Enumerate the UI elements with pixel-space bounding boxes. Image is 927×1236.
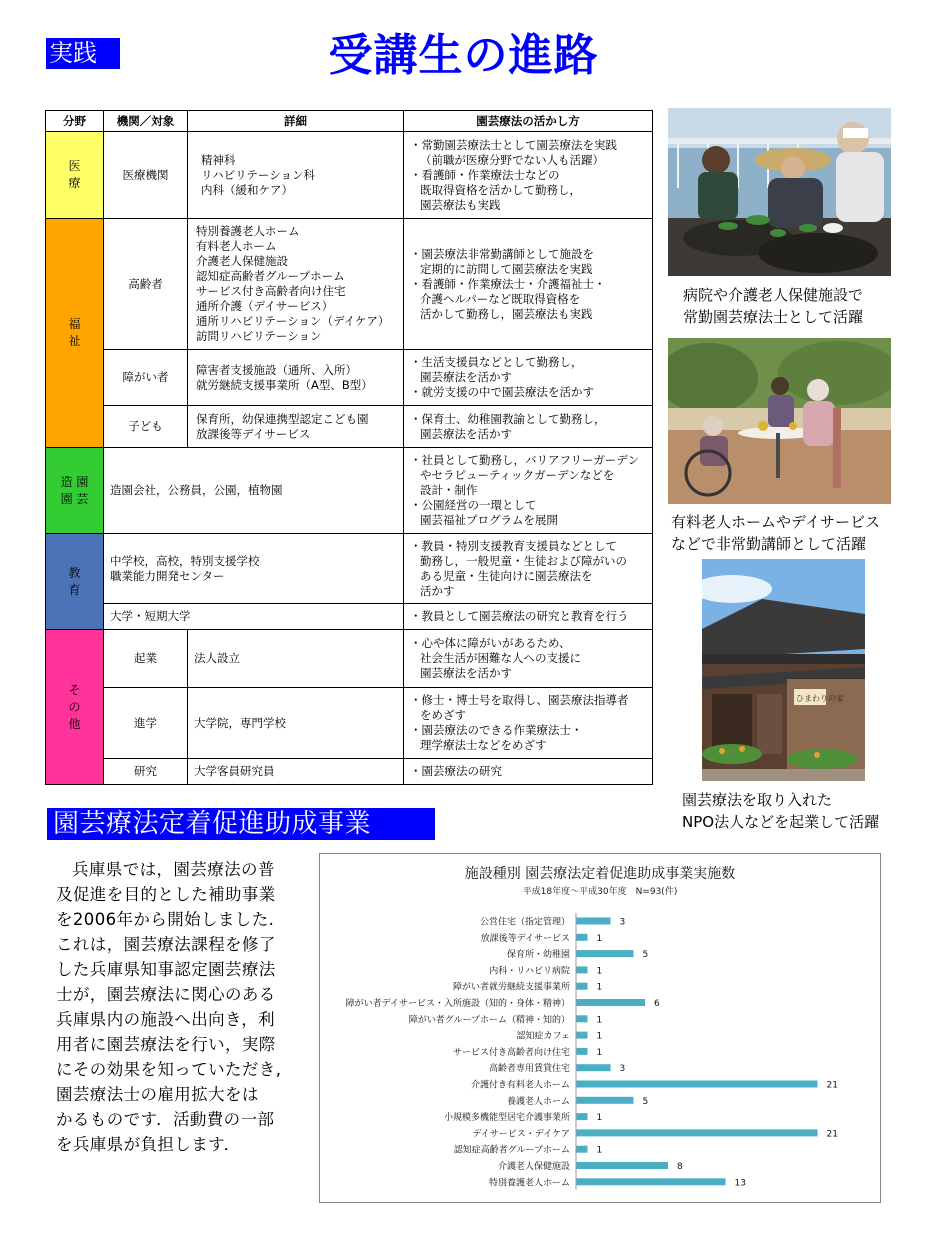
usage-line: ・園芸療法の研究 <box>410 764 502 778</box>
bar-category-label: 認知症高齢者グループホーム <box>453 1145 570 1156</box>
photo-hospital-gardening-image <box>668 108 891 276</box>
table-row <box>46 350 653 406</box>
usage-line: ・生活支援員などとして勤務し， <box>410 355 583 369</box>
bar-chart <box>320 854 880 1202</box>
detail-line: 訪問リハビリテーション <box>196 329 322 343</box>
bar <box>576 1146 588 1153</box>
detail-line: 内科（緩和ケア） <box>201 182 293 197</box>
table-row <box>46 132 653 219</box>
career-table <box>45 110 653 785</box>
page-title: 受講生の進路 <box>328 30 599 81</box>
body-line: 及促進を目的とした補助事業 <box>56 885 276 904</box>
detail-line: 障害者支援施設（通所、入所） <box>196 362 357 377</box>
bar <box>576 950 634 957</box>
target-cell: 造園会社，公務員，公園，植物園 <box>104 448 404 534</box>
usage-cell <box>404 448 653 534</box>
usage-line: 園芸福祉プログラムを展開 <box>420 513 558 527</box>
detail-line: 特別養護老人ホーム <box>196 224 300 238</box>
detail-line: 保育所，幼保連携型認定こども園 <box>196 411 369 426</box>
detail-line: リハビリテーション科 <box>201 167 315 182</box>
section-badge: 実践 <box>46 38 120 69</box>
header-target: 機関／対象 <box>104 111 188 132</box>
usage-line: （前職が医療分野でない人も活躍） <box>420 152 604 167</box>
usage-line: ・社員として勤務し，バリアフリーガーデン <box>410 453 640 467</box>
bar-category-label: 公営住宅（指定管理） <box>479 917 570 928</box>
bar-category-label: 障がい者就労継続支援事業所 <box>452 982 570 993</box>
usage-line: ・園芸療法のできる作業療法士・ <box>410 723 583 737</box>
usage-line: ・公園経営の一環として <box>410 498 537 512</box>
photo-nursing-home <box>668 338 891 504</box>
bar <box>576 1129 818 1136</box>
bar <box>576 1162 668 1169</box>
detail-line: 有料老人ホーム <box>196 239 277 253</box>
bar-value-label: 13 <box>734 1178 746 1189</box>
detail-line: 通所リハビリテーション（デイケア） <box>196 314 390 328</box>
details-cell: 大学院，専門学校 <box>188 688 404 759</box>
target-cell: 大学・短期大学 <box>104 604 404 630</box>
target-cell: 起業 <box>104 630 188 688</box>
field-label: 教育 <box>68 565 81 597</box>
bar-category-label: デイサービス・デイケア <box>472 1129 570 1140</box>
details-cell <box>188 219 404 350</box>
caption-line: 有料老人ホームやデイサービス <box>671 513 880 531</box>
caption-line: 常勤園芸療法士として活躍 <box>683 308 864 326</box>
target-cell: 障がい者 <box>104 350 188 406</box>
field-label: 医療 <box>68 159 81 190</box>
details-cell <box>188 350 404 406</box>
usage-line: をめざす <box>420 708 466 722</box>
usage-line: ある児童・生徒向けに園芸療法を <box>420 568 593 583</box>
table-row <box>46 604 653 630</box>
caption-line: NPO法人などを起業して活躍 <box>682 813 880 831</box>
usage-line: 園芸療法も実践 <box>420 197 501 212</box>
table-row <box>46 406 653 448</box>
body-line: にその効果を知っていただき, <box>56 1060 282 1079</box>
photo-hospital-gardening <box>668 108 891 276</box>
usage-line: ・看護師・作業療法士などの <box>410 167 560 182</box>
details-cell: 大学客員研究員 <box>188 759 404 785</box>
target-line: 職業能力開発センター <box>110 568 225 583</box>
detail-line: 精神科 <box>201 152 236 167</box>
body-line: 用者に園芸療法を行い，実際 <box>56 1035 276 1054</box>
header-details: 詳細 <box>188 111 404 132</box>
bar-value-label: 1 <box>596 1113 603 1124</box>
field-other <box>46 630 104 785</box>
usage-line: ・就労支援の中で園芸療法を活かす <box>410 385 594 399</box>
photo-caption-2 <box>671 511 880 555</box>
table-row <box>46 219 653 350</box>
usage-cell <box>404 406 653 448</box>
usage-line: 理学療法士などをめざす <box>420 738 547 752</box>
bar-value-label: 1 <box>596 1031 603 1042</box>
photo-npo-house-image <box>702 559 865 781</box>
table-header-row <box>46 111 653 132</box>
bar <box>576 934 588 941</box>
field-welfare <box>46 219 104 448</box>
bar <box>576 983 588 990</box>
usage-line: 定期的に訪問して園芸療法を実践 <box>420 261 593 276</box>
usage-line: ・修士・博士号を取得し、園芸療法指導者 <box>410 693 629 707</box>
detail-line: 放課後等デイサービス <box>196 426 311 441</box>
bar-value-label: 1 <box>596 1145 603 1156</box>
detail-line: 通所介護（デイサービス） <box>196 299 334 313</box>
field-label: 造 園 <box>60 474 89 489</box>
bar-category-label: 放課後等デイサービス <box>480 933 570 944</box>
bar-value-label: 1 <box>596 933 603 944</box>
body-line: 士が，園芸療法に関心のある <box>56 985 276 1004</box>
bar-value-label: 1 <box>596 982 603 993</box>
bar-value-label: 5 <box>642 950 649 961</box>
body-line: 兵庫県では，園芸療法の普 <box>72 860 275 879</box>
bar-value-label: 1 <box>596 966 603 977</box>
house-sign-text: ひまわりの家 <box>796 694 844 703</box>
table-row <box>46 448 653 534</box>
usage-cell <box>404 219 653 350</box>
photo-caption-3 <box>682 789 879 833</box>
bar-category-label: 特別養護老人ホーム <box>488 1178 570 1189</box>
bar-category-label: 介護老人保健施設 <box>497 1162 570 1172</box>
detail-line: 就労継続支援事業所（A型、B型） <box>196 377 373 392</box>
usage-cell <box>404 604 653 630</box>
usage-line: ・看護師・作業療法士・介護福祉士・ <box>410 276 606 291</box>
chart-container <box>319 853 881 1203</box>
bar-category-label: 障がい者デイサービス・入所施設（知的・身体・精神） <box>345 999 570 1009</box>
bar <box>576 1032 588 1039</box>
field-medical <box>46 132 104 219</box>
detail-line: 介護老人保健施設 <box>196 254 288 268</box>
target-cell: 医療機関 <box>104 132 188 219</box>
bar-value-label: 3 <box>619 1064 626 1075</box>
usage-line: ・保育士、幼稚園教諭として勤務し， <box>410 411 606 426</box>
header-field: 分野 <box>46 111 104 132</box>
table-row <box>46 759 653 785</box>
bar-category-label: 高齢者専用賃貸住宅 <box>488 1064 570 1075</box>
chart-bars <box>346 913 838 1190</box>
bar-value-label: 3 <box>619 917 626 928</box>
header-usage: 園芸療法の活かし方 <box>404 111 653 132</box>
field-label: 園 芸 <box>60 491 89 506</box>
detail-line: 認知症高齢者グループホーム <box>196 269 345 283</box>
usage-cell <box>404 688 653 759</box>
field-education <box>46 534 104 630</box>
usage-line: やセラピューティックガーデンなどを <box>420 468 615 482</box>
bar <box>576 1178 726 1185</box>
section-body-text <box>56 857 281 1157</box>
bar <box>576 1064 611 1071</box>
body-line: 園芸療法士の雇用拡大をは <box>56 1085 259 1104</box>
photo-npo-house <box>702 559 865 781</box>
bar-value-label: 21 <box>826 1080 838 1091</box>
body-line: を兵庫県が負担します． <box>56 1135 241 1154</box>
bar-category-label: 内科・リハビリ病院 <box>489 966 570 977</box>
usage-cell <box>404 350 653 406</box>
bar <box>576 999 645 1006</box>
bar-category-label: 認知症カフェ <box>516 1031 570 1042</box>
usage-line: ・教員・特別支援教育支援員などとして <box>410 538 617 553</box>
usage-line: 園芸療法を活かす <box>420 370 512 384</box>
target-cell: 進学 <box>104 688 188 759</box>
photo-caption-1 <box>683 284 863 328</box>
usage-cell <box>404 132 653 219</box>
usage-line: 社会生活が困難な人への支援に <box>420 651 581 665</box>
usage-line: 園芸療法を活かす <box>420 426 512 441</box>
caption-line: 園芸療法を取り入れた <box>682 791 833 809</box>
chart-title: 施設種別 園芸療法定着促進助成事業実施数 <box>464 866 736 882</box>
bar <box>576 1097 634 1104</box>
usage-line: ・心や体に障がいがあるため、 <box>410 636 571 650</box>
chart-subtitle: 平成18年度～平成30年度 N=93(件) <box>522 887 678 897</box>
bar-category-label: 養護老人ホーム <box>506 1096 570 1107</box>
bar-category-label: 小規模多機能型居宅介護事業所 <box>443 1113 570 1124</box>
usage-line: 活かす <box>420 583 455 598</box>
usage-line: 勤務し，一般児童・生徒および障がいの <box>420 553 627 568</box>
body-line: した兵庫県知事認定園芸療法 <box>56 960 276 979</box>
usage-line: ・園芸療法非常勤講師として施設を <box>410 246 594 261</box>
field-label: その他 <box>68 682 81 731</box>
bar-category-label: 介護付き有料老人ホーム <box>470 1080 570 1091</box>
usage-line: ・教員として園芸療法の研究と教育を行う <box>410 609 629 623</box>
target-cell: 高齢者 <box>104 219 188 350</box>
detail-line: サービス付き高齢者向け住宅 <box>196 284 346 298</box>
bar-value-label: 1 <box>596 1047 603 1058</box>
field-landscaping <box>46 448 104 534</box>
bar-category-label: 障がい者グループホーム（精神・知的） <box>408 1015 570 1026</box>
body-line: かるものです．活動費の一部 <box>56 1110 275 1129</box>
details-cell: 法人設立 <box>188 630 404 688</box>
usage-line: 既取得資格を活かして勤務し， <box>420 182 581 197</box>
usage-cell <box>404 630 653 688</box>
section-title: 園芸療法定着促進助成事業 <box>47 808 435 840</box>
target-cell: 研究 <box>104 759 188 785</box>
details-cell <box>188 132 404 219</box>
bar-value-label: 21 <box>826 1129 838 1140</box>
bar <box>576 1015 588 1022</box>
bar <box>576 918 611 925</box>
bar-value-label: 1 <box>596 1015 603 1026</box>
target-line: 中学校，高校，特別支援学校 <box>110 553 260 568</box>
bar-value-label: 6 <box>654 999 660 1009</box>
bar <box>576 1048 588 1055</box>
table-row <box>46 630 653 688</box>
usage-line: ・常勤園芸療法士として園芸療法を実践 <box>410 137 617 152</box>
usage-cell <box>404 534 653 604</box>
usage-line: 介護ヘルパーなど既取得資格を <box>420 291 581 306</box>
table-row <box>46 688 653 759</box>
table-row <box>46 534 653 604</box>
target-cell <box>104 534 404 604</box>
body-line: を2006年から開始しました. <box>56 910 275 929</box>
bar <box>576 1081 818 1088</box>
bar <box>576 1113 588 1120</box>
usage-line: 園芸療法を活かす <box>420 666 512 680</box>
details-cell <box>188 406 404 448</box>
bar-category-label: 保育所・幼稚園 <box>506 950 570 961</box>
bar-value-label: 5 <box>642 1096 649 1107</box>
caption-line: 病院や介護老人保健施設で <box>683 286 864 304</box>
target-cell: 子ども <box>104 406 188 448</box>
body-line: これは，園芸療法課程を修了 <box>56 935 276 954</box>
bar-value-label: 8 <box>677 1162 683 1172</box>
bar-category-label: サービス付き高齢者向け住宅 <box>452 1047 570 1058</box>
bar <box>576 966 588 973</box>
body-line: 兵庫県内の施設へ出向き，利 <box>56 1010 276 1029</box>
photo-nursing-home-image <box>668 338 891 504</box>
usage-cell <box>404 759 653 785</box>
caption-line: などで非常勤講師として活躍 <box>671 535 867 553</box>
usage-line: 設計・制作 <box>420 483 478 497</box>
usage-line: 活かして勤務し，園芸療法も実践 <box>420 306 593 321</box>
field-label: 福祉 <box>68 317 81 348</box>
